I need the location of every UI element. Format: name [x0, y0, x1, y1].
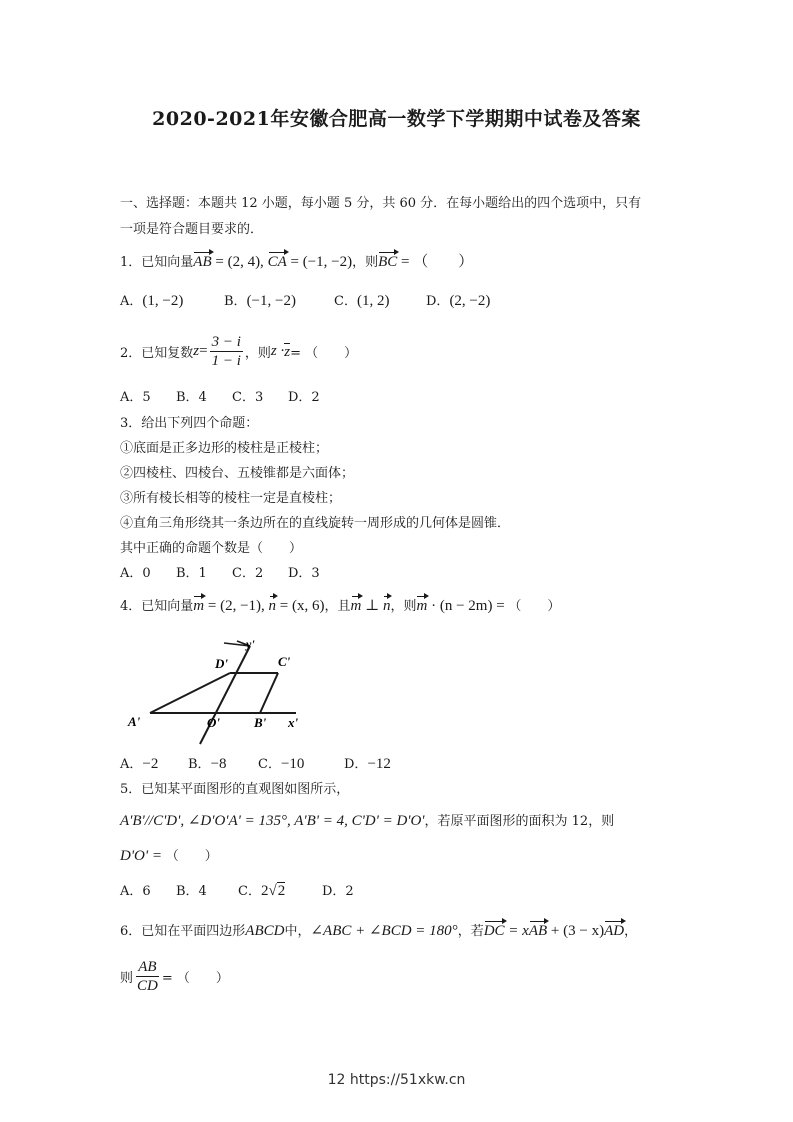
question-6: 6．已知在平面四边形ABCD中，∠ABC + ∠BCD = 180°，若DC = xAB + (3 − x)AD，	[120, 923, 638, 939]
label-y: y'	[246, 637, 255, 651]
segment-c-b	[260, 673, 278, 713]
question-4: 4．已知向量m = (2, −1), n = (x, 6)，且m ⊥ n，则m · (n − 2m) = （ ）	[120, 598, 561, 614]
vector-bc: BC	[378, 254, 398, 270]
question-5-condition: A'B'//C'D', ∠D'O'A' = 135°, A'B' = 4, C'D' = D'O'，若原平面图形的面积为 12，则	[120, 813, 615, 829]
question-5-options: A．6 B．4 C．2√2 D．2	[120, 883, 354, 899]
label-o: O'	[207, 715, 220, 730]
label-d: D'	[215, 656, 228, 671]
question-4-options: A．−2 B．−8 C．−10 D．−12	[120, 756, 391, 772]
question-2-options: A．5 B．4 C．3 D．2	[120, 390, 320, 405]
label-c: C'	[278, 654, 291, 669]
question-3-ask: 其中正确的命题个数是（ ）	[120, 541, 303, 556]
oblique-projection-figure	[120, 628, 310, 746]
fraction-z: $\frac{3 - i}{1 - i}$	[211, 334, 241, 369]
label-b: B'	[254, 715, 267, 730]
proposition-1: ①底面是正多边形的棱柱是正棱柱；	[120, 441, 329, 456]
question-5-stem: 5．已知某平面图形的直观图如图所示，	[120, 782, 350, 797]
proposition-3: ③所有棱长相等的棱柱一定是直棱柱；	[120, 491, 342, 506]
section-heading-line2: 一项是符合题目要求的．	[120, 222, 264, 237]
vector-ca: CA	[267, 254, 287, 270]
proposition-4: ④直角三角形绕其一条边所在的直线旋转一周形成的几何体是圆锥．	[120, 516, 511, 531]
question-2: 2．已知复数 z = $\frac{3 - i}{1 - i}$ ，则 z · z = （ ）	[120, 334, 358, 369]
page-title: 2020-2021年安徽合肥高一数学下学期期中试卷及答案	[152, 108, 641, 130]
conjugate-z: z	[284, 343, 291, 360]
label-a: A'	[128, 714, 141, 729]
page-footer: 12 https://51xkw.cn	[327, 1072, 466, 1088]
question-3-options: A．0 B．1 C．2 D．3	[120, 566, 320, 581]
question-1-options: A．(1, −2) B．(−1, −2) C．(1, 2) D．(2, −2)	[120, 293, 491, 309]
proposition-2: ②四棱柱、四棱台、五棱锥都是六面体；	[120, 466, 355, 481]
question-1: 1．已知向量AB = (2, 4), CA = (−1, −2)，则BC = （ ）	[120, 254, 474, 270]
question-5-ask: D'O' = （ ）	[120, 848, 218, 864]
section-heading-line1: 一、选择题：本题共 12 小题，每小题 5 分，共 60 分．在每小题给出的四个选项中，只有	[120, 196, 642, 211]
label-x: x'	[288, 715, 299, 730]
question-6-ask: 则 $\frac{AB}{CD}$ = （ ）	[120, 959, 229, 994]
fraction-ab-cd: $\frac{AB}{CD}$	[137, 959, 158, 994]
vector-ab: AB	[193, 254, 212, 270]
question-3-stem: 3．给出下列四个命题：	[120, 416, 259, 431]
